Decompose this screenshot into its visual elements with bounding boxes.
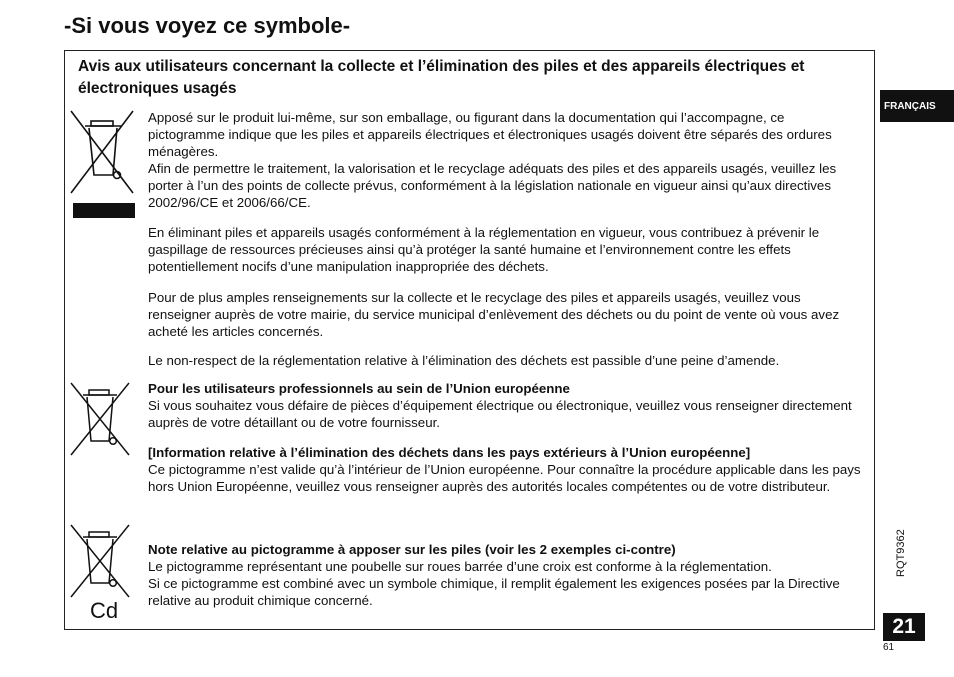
intro-paragraph: Apposé sur le produit lui-même, sur son emballage, ou figurant dans la documentation qui l’accompagne, ce pictogramme indique que les piles et appareils électriques et électroniques usagés doivent être séparés des ordures ménagères. Afin de permettre le traitement, la valorisation et le recyclage adéquats des piles et des appareils usagés, veuillez les porter à l’un des points de collecte prévus, conformément à la législation nationale en vigueur ainsi qu’aux directives 2002/96/CE et 2006/66/CE. <box>148 110 837 210</box>
notice-box <box>64 50 875 630</box>
paragraph-penalty: Le non-respect de la réglementation relative à l’élimination des déchets est passible d’une peine d’amende. <box>148 353 780 368</box>
battery-note-text: Le pictogramme représentant une poubelle sur roues barrée d’une croix est conforme à la réglementation. Si ce pictogramme est combiné avec un symbole chimique, il remplit également les exigences posées par la Directive relative au produit chimique concerné. <box>148 559 840 608</box>
black-bar <box>73 203 135 218</box>
crossed-out-wheelie-bin-icon <box>69 109 135 195</box>
page-title: -Si vous voyez ce symbole- <box>64 13 351 38</box>
outside-eu-text: Ce pictogramme n’est valide qu’à l’intérieur de l’Union européenne. Pour connaître la procédure applicable dans les pays hors Union Européenne, veuillez vous renseigner auprès des autorités locales compétentes ou de votre distributeur. <box>148 462 861 494</box>
chemical-symbol: Cd <box>90 598 119 623</box>
outside-eu-section <box>148 444 863 495</box>
language-tab: FRANÇAIS <box>880 90 954 122</box>
crossed-out-wheelie-bin-icon <box>69 523 131 599</box>
paragraph-benefits: En éliminant piles et appareils usagés conformément à la réglementation en vigueur, vous contribuez à prévenir le gaspillage de ressources précieuses ainsi qu’à protéger la santé humaine et l’environnement contre les effets potentiellement nocifs d’une manipulation inappropriée des déchets. <box>148 225 820 274</box>
pro-heading: Pour les utilisateurs professionnels au sein de l’Union européenne <box>148 381 570 396</box>
crossed-out-wheelie-bin-icon <box>69 381 131 457</box>
document-code: RQT9362 <box>895 529 907 577</box>
pro-text: Si vous souhaitez vous défaire de pièces d’équipement électrique ou électronique, veuillez vous renseigner directement auprès de votre détaillant ou de votre fournisseur. <box>148 398 852 430</box>
notice-title: Avis aux utilisateurs concernant la collecte et l’élimination des piles et des appareils électriques et électroniques usagés <box>78 58 805 97</box>
pro-section <box>148 380 863 431</box>
battery-note-section <box>148 541 863 609</box>
battery-note-heading: Note relative au pictogramme à apposer sur les piles (voir les 2 exemples ci-contre) <box>148 542 676 557</box>
paragraph-more-info: Pour de plus amples renseignements sur la collecte et le recyclage des piles et appareils usagés, veuillez vous renseigner auprès de votre mairie, du service municipal d’enlèvement des déchets ou du point de vente où vous avez acheté les articles concernés. <box>148 290 840 339</box>
page-number: 21 <box>883 613 925 641</box>
outside-eu-heading: [Information relative à l’élimination des déchets dans les pays extérieurs à l’Union européenne] <box>148 445 751 460</box>
sheet-number: 61 <box>883 642 895 653</box>
